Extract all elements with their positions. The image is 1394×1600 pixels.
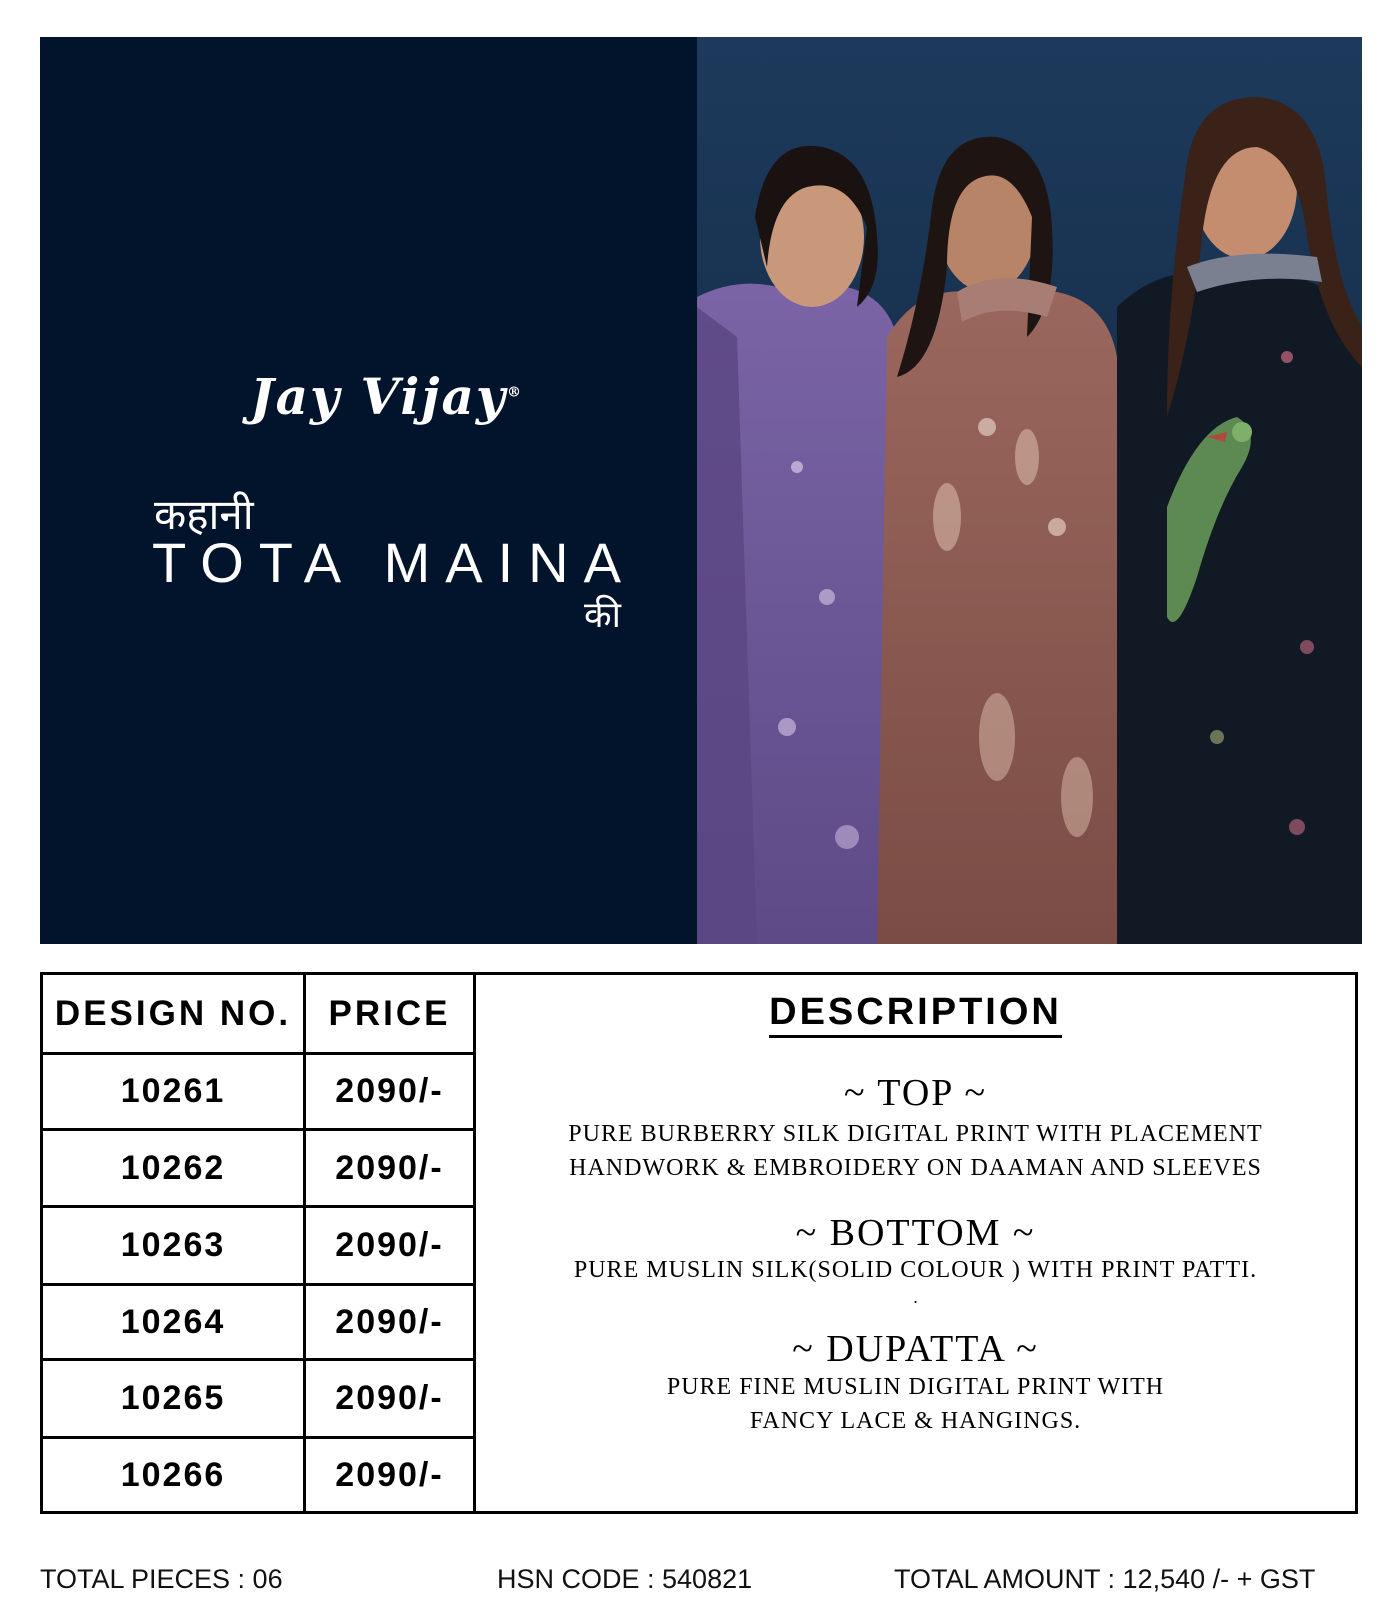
brand-logo: Jay Vijay® — [250, 367, 523, 426]
design-no-cell: 10266 — [120, 1455, 226, 1494]
design-no-column — [43, 975, 306, 1511]
registered-mark: ® — [506, 384, 523, 401]
description-panel — [476, 975, 1355, 1511]
separator-dot: . — [912, 1287, 918, 1307]
design-no-cell: 10261 — [43, 1055, 303, 1131]
total-pieces: TOTAL PIECES : 06 — [40, 1564, 283, 1594]
price-cell: 2090/- — [306, 1055, 473, 1131]
design-price-table — [40, 972, 1358, 1514]
design-no-cell: 10264 — [43, 1286, 303, 1361]
models-illustration — [697, 37, 1362, 944]
total-amount: TOTAL AMOUNT : 12,540 /- + GST — [894, 1564, 1316, 1594]
description-header: DESCRIPTION — [476, 991, 1355, 1034]
models-photo — [697, 37, 1362, 944]
design-no-header: DESIGN NO. — [43, 975, 303, 1055]
design-no-cell: 10263 — [43, 1208, 303, 1286]
collection-title-hindi-bottom: की — [584, 595, 621, 636]
design-no-cell: 10262 — [43, 1131, 303, 1208]
hero-text-panel — [40, 37, 697, 944]
price-cell: 2090/- — [306, 1131, 473, 1208]
price-header: PRICE — [306, 975, 473, 1055]
price-cell: 2090/- — [306, 1361, 473, 1439]
dupatta-heading: ~ DUPATTA ~ — [792, 1328, 1039, 1370]
top-description: PURE BURBERRY SILK DIGITAL PRINT WITH PLACEMENT HANDWORK & EMBROIDERY ON DAAMAN AND SLEEVES — [568, 1121, 1263, 1181]
price-column — [306, 975, 476, 1511]
hero-banner — [40, 37, 1362, 944]
price-cell: 2090/- — [335, 1455, 444, 1494]
collection-title: TOTA MAINA — [152, 531, 636, 594]
hsn-code: HSN CODE : 540821 — [497, 1564, 753, 1594]
collection-title-hindi-top: कहानी — [154, 490, 254, 539]
price-cell: 2090/- — [306, 1286, 473, 1361]
design-no-cell: 10265 — [43, 1361, 303, 1439]
top-heading: ~ TOP ~ — [843, 1072, 988, 1114]
price-cell: 2090/- — [306, 1208, 473, 1286]
bottom-description: PURE MUSLIN SILK(SOLID COLOUR ) WITH PRINT PATTI. — [573, 1257, 1258, 1283]
bottom-heading: ~ BOTTOM ~ — [795, 1212, 1036, 1254]
dupatta-description: PURE FINE MUSLIN DIGITAL PRINT WITH FANCY LACE & HANGINGS. — [666, 1374, 1165, 1434]
